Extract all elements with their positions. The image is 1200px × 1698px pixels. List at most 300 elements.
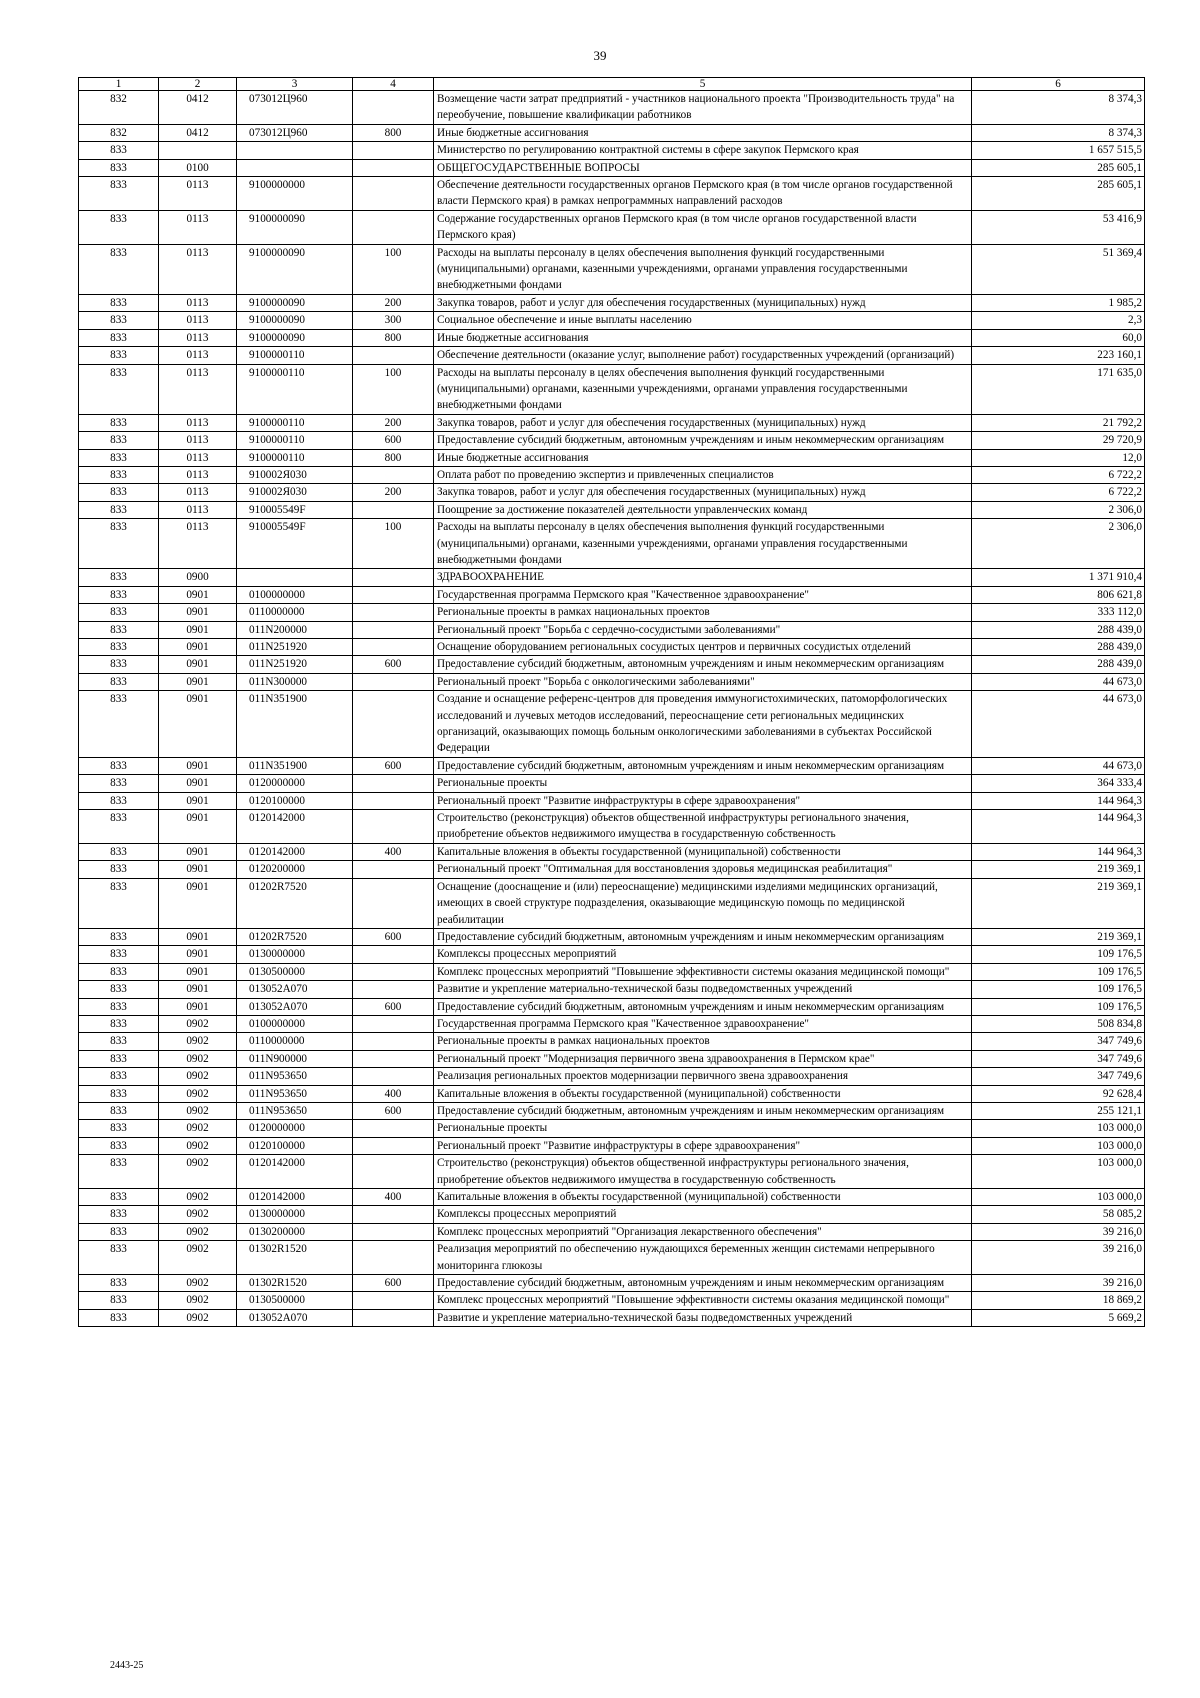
- section-code-cell: 0113: [159, 329, 237, 346]
- section-code-cell: 0901: [159, 878, 237, 928]
- ministry-code-cell: 833: [79, 639, 159, 656]
- target-article-cell: 011N251920: [237, 639, 353, 656]
- ministry-code-cell: 833: [79, 159, 159, 176]
- expense-type-cell: 100: [353, 244, 434, 294]
- target-article-cell: 0130000000: [237, 1206, 353, 1223]
- description-cell: Региональные проекты: [434, 775, 972, 792]
- description-cell: Обеспечение деятельности (оказание услуг, выполнение работ) государственных учреждений (организаций): [434, 347, 972, 364]
- amount-cell: 60,0: [972, 329, 1145, 346]
- table-row: [79, 1120, 1145, 1137]
- section-code-cell: 0901: [159, 946, 237, 963]
- target-article-cell: 01302R1520: [237, 1275, 353, 1292]
- description-cell: Предоставление субсидий бюджетным, автономным учреждениям и иным некоммерческим организациям: [434, 928, 972, 945]
- description-cell: Государственная программа Пермского края "Качественное здравоохранение": [434, 586, 972, 603]
- section-code-cell: 0902: [159, 1241, 237, 1275]
- amount-cell: 255 121,1: [972, 1102, 1145, 1119]
- target-article-cell: 9100000090: [237, 244, 353, 294]
- expense-type-cell: [353, 673, 434, 690]
- amount-cell: 39 216,0: [972, 1275, 1145, 1292]
- table-row: [79, 810, 1145, 844]
- table-row: [79, 501, 1145, 518]
- table-row: [79, 364, 1145, 414]
- table-row: [79, 432, 1145, 449]
- target-article-cell: 0120100000: [237, 792, 353, 809]
- expense-type-cell: 800: [353, 124, 434, 141]
- section-code-cell: 0113: [159, 312, 237, 329]
- amount-cell: 44 673,0: [972, 691, 1145, 758]
- expense-type-cell: [353, 792, 434, 809]
- expense-type-cell: 800: [353, 329, 434, 346]
- table-row: [79, 449, 1145, 466]
- target-article-cell: 011N251920: [237, 656, 353, 673]
- description-cell: Региональный проект "Развитие инфраструктуры в сфере здравоохранения": [434, 1137, 972, 1154]
- description-cell: Министерство по регулированию контрактной системы в сфере закупок Пермского края: [434, 142, 972, 159]
- target-article-cell: 9100000090: [237, 294, 353, 311]
- target-article-cell: 9100000090: [237, 329, 353, 346]
- table-body: [79, 91, 1145, 1327]
- table-row: [79, 963, 1145, 980]
- amount-cell: 2 306,0: [972, 501, 1145, 518]
- table-row: [79, 981, 1145, 998]
- ministry-code-cell: 833: [79, 466, 159, 483]
- expense-type-cell: [353, 142, 434, 159]
- amount-cell: 288 439,0: [972, 621, 1145, 638]
- section-code-cell: 0901: [159, 604, 237, 621]
- section-code-cell: 0902: [159, 1189, 237, 1206]
- header-col-3: 3: [237, 78, 353, 91]
- target-article-cell: 0120200000: [237, 861, 353, 878]
- expense-type-cell: [353, 177, 434, 211]
- ministry-code-cell: 833: [79, 484, 159, 501]
- expense-type-cell: [353, 604, 434, 621]
- description-cell: Строительство (реконструкция) объектов общественной инфраструктуры регионального значения, приобретение объектов недвижимого имущества в государственную собственность: [434, 1155, 972, 1189]
- section-code-cell: 0113: [159, 294, 237, 311]
- ministry-code-cell: 833: [79, 1015, 159, 1032]
- table-row: [79, 861, 1145, 878]
- section-code-cell: 0113: [159, 484, 237, 501]
- expense-type-cell: [353, 1137, 434, 1154]
- expense-type-cell: [353, 1241, 434, 1275]
- expense-type-cell: [353, 1292, 434, 1309]
- expense-type-cell: 100: [353, 364, 434, 414]
- section-code-cell: 0901: [159, 792, 237, 809]
- ministry-code-cell: 833: [79, 414, 159, 431]
- description-cell: Комплексы процессных мероприятий: [434, 1206, 972, 1223]
- description-cell: Региональные проекты в рамках национальных проектов: [434, 1033, 972, 1050]
- table-row: [79, 691, 1145, 758]
- ministry-code-cell: 833: [79, 1292, 159, 1309]
- target-article-cell: 073012Ц960: [237, 124, 353, 141]
- target-article-cell: 9100000110: [237, 432, 353, 449]
- expense-type-cell: 800: [353, 449, 434, 466]
- description-cell: Расходы на выплаты персоналу в целях обеспечения выполнения функций государственными (муниципальными) органами, казенными учреждениями, органами управления государственными внебюджетными фондами: [434, 364, 972, 414]
- section-code-cell: 0113: [159, 414, 237, 431]
- ministry-code-cell: 833: [79, 1241, 159, 1275]
- description-cell: Расходы на выплаты персоналу в целях обеспечения выполнения функций государственными (муниципальными) органами, казенными учреждениями, органами управления государственными внебюджетными фондами: [434, 244, 972, 294]
- section-code-cell: 0902: [159, 1206, 237, 1223]
- ministry-code-cell: 833: [79, 569, 159, 586]
- table-row: [79, 210, 1145, 244]
- ministry-code-cell: 832: [79, 91, 159, 125]
- table-row: [79, 1137, 1145, 1154]
- target-article-cell: 9100000110: [237, 414, 353, 431]
- ministry-code-cell: 833: [79, 586, 159, 603]
- table-row: [79, 142, 1145, 159]
- expense-type-cell: [353, 981, 434, 998]
- section-code-cell: 0901: [159, 673, 237, 690]
- description-cell: Комплекс процессных мероприятий "Организация лекарственного обеспечения": [434, 1223, 972, 1240]
- expense-type-cell: 600: [353, 1275, 434, 1292]
- section-code-cell: 0902: [159, 1120, 237, 1137]
- ministry-code-cell: 833: [79, 1309, 159, 1326]
- amount-cell: 1 985,2: [972, 294, 1145, 311]
- description-cell: Поощрение за достижение показателей деятельности управленческих команд: [434, 501, 972, 518]
- target-article-cell: 01302R1520: [237, 1241, 353, 1275]
- description-cell: Комплекс процессных мероприятий "Повышение эффективности системы оказания медицинской помощи": [434, 963, 972, 980]
- target-article-cell: 013052A070: [237, 1309, 353, 1326]
- ministry-code-cell: 833: [79, 1155, 159, 1189]
- description-cell: Создание и оснащение референс-центров для проведения иммуногистохимических, патоморфологических исследований и лучевых методов исследований, переоснащение сети региональных медицинских организаций, оказывающих помощь больным онкологическими заболеваниями в субъектах Российской Федерации: [434, 691, 972, 758]
- ministry-code-cell: 833: [79, 878, 159, 928]
- description-cell: Комплексы процессных мероприятий: [434, 946, 972, 963]
- table-row: [79, 1015, 1145, 1032]
- amount-cell: 6 722,2: [972, 484, 1145, 501]
- section-code-cell: 0901: [159, 656, 237, 673]
- description-cell: Предоставление субсидий бюджетным, автономным учреждениям и иным некоммерческим организациям: [434, 757, 972, 774]
- description-cell: ОБЩЕГОСУДАРСТВЕННЫЕ ВОПРОСЫ: [434, 159, 972, 176]
- section-code-cell: 0902: [159, 1155, 237, 1189]
- table-row: [79, 124, 1145, 141]
- section-code-cell: 0902: [159, 1137, 237, 1154]
- amount-cell: 288 439,0: [972, 639, 1145, 656]
- table-row: [79, 329, 1145, 346]
- document-code: 2443-25: [110, 1660, 144, 1671]
- target-article-cell: 011N953650: [237, 1085, 353, 1102]
- amount-cell: 508 834,8: [972, 1015, 1145, 1032]
- ministry-code-cell: 832: [79, 124, 159, 141]
- expense-type-cell: [353, 159, 434, 176]
- expense-type-cell: 200: [353, 414, 434, 431]
- header-col-2: 2: [159, 78, 237, 91]
- expense-type-cell: 600: [353, 757, 434, 774]
- ministry-code-cell: 833: [79, 1085, 159, 1102]
- section-code-cell: 0113: [159, 466, 237, 483]
- ministry-code-cell: 833: [79, 432, 159, 449]
- header-col-1: 1: [79, 78, 159, 91]
- description-cell: Закупка товаров, работ и услуг для обеспечения государственных (муниципальных) нужд: [434, 484, 972, 501]
- table-row: [79, 347, 1145, 364]
- description-cell: Обеспечение деятельности государственных органов Пермского края (в том числе органов государственной власти Пермского края) в рамках непрограммных направлений расходов: [434, 177, 972, 211]
- ministry-code-cell: 833: [79, 775, 159, 792]
- target-article-cell: 0120142000: [237, 843, 353, 860]
- amount-cell: 6 722,2: [972, 466, 1145, 483]
- table-row: [79, 1206, 1145, 1223]
- amount-cell: 39 216,0: [972, 1223, 1145, 1240]
- target-article-cell: 9100000110: [237, 364, 353, 414]
- table-row: [79, 946, 1145, 963]
- amount-cell: 44 673,0: [972, 673, 1145, 690]
- description-cell: Строительство (реконструкция) объектов общественной инфраструктуры регионального значения, приобретение объектов недвижимого имущества в государственную собственность: [434, 810, 972, 844]
- section-code-cell: 0902: [159, 1223, 237, 1240]
- ministry-code-cell: 833: [79, 843, 159, 860]
- section-code-cell: 0113: [159, 364, 237, 414]
- ministry-code-cell: 833: [79, 449, 159, 466]
- expense-type-cell: [353, 691, 434, 758]
- ministry-code-cell: 833: [79, 1102, 159, 1119]
- section-code-cell: 0901: [159, 639, 237, 656]
- description-cell: Капитальные вложения в объекты государственной (муниципальной) собственности: [434, 843, 972, 860]
- target-article-cell: 013052A070: [237, 981, 353, 998]
- ministry-code-cell: 833: [79, 210, 159, 244]
- description-cell: Предоставление субсидий бюджетным, автономным учреждениям и иным некоммерческим организациям: [434, 1102, 972, 1119]
- amount-cell: 103 000,0: [972, 1155, 1145, 1189]
- ministry-code-cell: 833: [79, 981, 159, 998]
- expense-type-cell: 100: [353, 519, 434, 569]
- target-article-cell: 0120100000: [237, 1137, 353, 1154]
- description-cell: Предоставление субсидий бюджетным, автономным учреждениям и иным некоммерческим организациям: [434, 1275, 972, 1292]
- expense-type-cell: [353, 861, 434, 878]
- description-cell: Расходы на выплаты персоналу в целях обеспечения выполнения функций государственными (муниципальными) органами, казенными учреждениями, органами управления государственными внебюджетными фондами: [434, 519, 972, 569]
- amount-cell: 109 176,5: [972, 981, 1145, 998]
- amount-cell: 1 657 515,5: [972, 142, 1145, 159]
- table-row: [79, 1223, 1145, 1240]
- target-article-cell: 910002Я030: [237, 484, 353, 501]
- section-code-cell: 0902: [159, 1050, 237, 1067]
- ministry-code-cell: 833: [79, 998, 159, 1015]
- section-code-cell: 0113: [159, 449, 237, 466]
- ministry-code-cell: 833: [79, 673, 159, 690]
- expense-type-cell: [353, 775, 434, 792]
- amount-cell: 103 000,0: [972, 1120, 1145, 1137]
- target-article-cell: [237, 569, 353, 586]
- target-article-cell: 9100000090: [237, 210, 353, 244]
- table-row: [79, 1241, 1145, 1275]
- expense-type-cell: 600: [353, 998, 434, 1015]
- expense-type-cell: 200: [353, 484, 434, 501]
- target-article-cell: 0120142000: [237, 1155, 353, 1189]
- table-row: [79, 177, 1145, 211]
- section-code-cell: 0901: [159, 981, 237, 998]
- expense-type-cell: [353, 91, 434, 125]
- ministry-code-cell: 833: [79, 244, 159, 294]
- expense-type-cell: 300: [353, 312, 434, 329]
- amount-cell: 8 374,3: [972, 91, 1145, 125]
- amount-cell: 21 792,2: [972, 414, 1145, 431]
- description-cell: Региональный проект "Развитие инфраструктуры в сфере здравоохранения": [434, 792, 972, 809]
- ministry-code-cell: 833: [79, 1120, 159, 1137]
- description-cell: Иные бюджетные ассигнования: [434, 449, 972, 466]
- ministry-code-cell: 833: [79, 312, 159, 329]
- amount-cell: 364 333,4: [972, 775, 1145, 792]
- expense-type-cell: [353, 639, 434, 656]
- amount-cell: 51 369,4: [972, 244, 1145, 294]
- amount-cell: 219 369,1: [972, 878, 1145, 928]
- table-row: [79, 519, 1145, 569]
- section-code-cell: 0901: [159, 621, 237, 638]
- header-row: [79, 78, 1145, 91]
- table-row: [79, 604, 1145, 621]
- section-code-cell: 0901: [159, 861, 237, 878]
- description-cell: Предоставление субсидий бюджетным, автономным учреждениям и иным некоммерческим организациям: [434, 656, 972, 673]
- section-code-cell: 0902: [159, 1102, 237, 1119]
- budget-table: [78, 77, 1145, 1327]
- target-article-cell: 013052A070: [237, 998, 353, 1015]
- table-row: [79, 1068, 1145, 1085]
- amount-cell: 223 160,1: [972, 347, 1145, 364]
- table-row: [79, 1189, 1145, 1206]
- description-cell: Региональный проект "Модернизация первичного звена здравоохранения в Пермском крае": [434, 1050, 972, 1067]
- target-article-cell: 9100000110: [237, 347, 353, 364]
- section-code-cell: 0900: [159, 569, 237, 586]
- target-article-cell: 0110000000: [237, 604, 353, 621]
- amount-cell: 347 749,6: [972, 1068, 1145, 1085]
- target-article-cell: 073012Ц960: [237, 91, 353, 125]
- amount-cell: 5 669,2: [972, 1309, 1145, 1326]
- table-row: [79, 244, 1145, 294]
- amount-cell: 12,0: [972, 449, 1145, 466]
- description-cell: Региональный проект "Борьба с онкологическими заболеваниями": [434, 673, 972, 690]
- description-cell: Возмещение части затрат предприятий - участников национального проекта "Производительность труда" на переобучение, повышение квалификации работников: [434, 91, 972, 125]
- target-article-cell: 011N200000: [237, 621, 353, 638]
- amount-cell: 29 720,9: [972, 432, 1145, 449]
- table-row: [79, 1155, 1145, 1189]
- section-code-cell: 0901: [159, 810, 237, 844]
- expense-type-cell: [353, 1120, 434, 1137]
- table-row: [79, 484, 1145, 501]
- amount-cell: 144 964,3: [972, 810, 1145, 844]
- amount-cell: 109 176,5: [972, 998, 1145, 1015]
- amount-cell: 109 176,5: [972, 963, 1145, 980]
- section-code-cell: 0901: [159, 586, 237, 603]
- table-row: [79, 294, 1145, 311]
- amount-cell: 285 605,1: [972, 177, 1145, 211]
- description-cell: Иные бюджетные ассигнования: [434, 329, 972, 346]
- target-article-cell: 011N351900: [237, 757, 353, 774]
- table-row: [79, 159, 1145, 176]
- table-row: [79, 639, 1145, 656]
- description-cell: Иные бюджетные ассигнования: [434, 124, 972, 141]
- expense-type-cell: [353, 1206, 434, 1223]
- target-article-cell: 0120000000: [237, 775, 353, 792]
- amount-cell: 219 369,1: [972, 928, 1145, 945]
- table-row: [79, 414, 1145, 431]
- section-code-cell: 0902: [159, 1292, 237, 1309]
- section-code-cell: 0901: [159, 757, 237, 774]
- amount-cell: 347 749,6: [972, 1050, 1145, 1067]
- expense-type-cell: [353, 569, 434, 586]
- target-article-cell: 0100000000: [237, 1015, 353, 1032]
- target-article-cell: 01202R7520: [237, 878, 353, 928]
- header-col-5: 5: [434, 78, 972, 91]
- header-col-4: 4: [353, 78, 434, 91]
- description-cell: Комплекс процессных мероприятий "Повышение эффективности системы оказания медицинской помощи": [434, 1292, 972, 1309]
- description-cell: Региональный проект "Борьба с сердечно-сосудистыми заболеваниями": [434, 621, 972, 638]
- section-code-cell: 0902: [159, 1085, 237, 1102]
- description-cell: Реализация мероприятий по обеспечению нуждающихся беременных женщин системами непрерывного мониторинга глюкозы: [434, 1241, 972, 1275]
- ministry-code-cell: 833: [79, 928, 159, 945]
- expense-type-cell: 600: [353, 432, 434, 449]
- expense-type-cell: 600: [353, 1102, 434, 1119]
- ministry-code-cell: 833: [79, 621, 159, 638]
- expense-type-cell: [353, 466, 434, 483]
- amount-cell: 171 635,0: [972, 364, 1145, 414]
- amount-cell: 144 964,3: [972, 843, 1145, 860]
- ministry-code-cell: 833: [79, 142, 159, 159]
- amount-cell: 18 869,2: [972, 1292, 1145, 1309]
- table-row: [79, 878, 1145, 928]
- amount-cell: 144 964,3: [972, 792, 1145, 809]
- description-cell: Закупка товаров, работ и услуг для обеспечения государственных (муниципальных) нужд: [434, 414, 972, 431]
- description-cell: Региональный проект "Оптимальная для восстановления здоровья медицинская реабилитация": [434, 861, 972, 878]
- amount-cell: 103 000,0: [972, 1137, 1145, 1154]
- ministry-code-cell: 833: [79, 946, 159, 963]
- table-row: [79, 466, 1145, 483]
- table-row: [79, 312, 1145, 329]
- description-cell: Развитие и укрепление материально-технической базы подведомственных учреждений: [434, 1309, 972, 1326]
- expense-type-cell: 400: [353, 1085, 434, 1102]
- ministry-code-cell: 833: [79, 294, 159, 311]
- section-code-cell: 0902: [159, 1275, 237, 1292]
- expense-type-cell: [353, 621, 434, 638]
- description-cell: Социальное обеспечение и иные выплаты населению: [434, 312, 972, 329]
- description-cell: Предоставление субсидий бюджетным, автономным учреждениям и иным некоммерческим организациям: [434, 432, 972, 449]
- amount-cell: 109 176,5: [972, 946, 1145, 963]
- table-row: [79, 792, 1145, 809]
- ministry-code-cell: 833: [79, 1223, 159, 1240]
- ministry-code-cell: 833: [79, 1068, 159, 1085]
- section-code-cell: [159, 142, 237, 159]
- target-article-cell: 011N900000: [237, 1050, 353, 1067]
- amount-cell: 44 673,0: [972, 757, 1145, 774]
- amount-cell: 288 439,0: [972, 656, 1145, 673]
- target-article-cell: 910005549F: [237, 519, 353, 569]
- budget-table-container: [78, 77, 1144, 1327]
- target-article-cell: 910005549F: [237, 501, 353, 518]
- amount-cell: 39 216,0: [972, 1241, 1145, 1275]
- table-row: [79, 621, 1145, 638]
- target-article-cell: 0120142000: [237, 1189, 353, 1206]
- table-row: [79, 843, 1145, 860]
- target-article-cell: 01202R7520: [237, 928, 353, 945]
- section-code-cell: 0113: [159, 347, 237, 364]
- description-cell: Реализация региональных проектов модернизации первичного звена здравоохранения: [434, 1068, 972, 1085]
- expense-type-cell: [353, 501, 434, 518]
- description-cell: Содержание государственных органов Пермского края (в том числе органов государственной власти Пермского края): [434, 210, 972, 244]
- section-code-cell: 0113: [159, 501, 237, 518]
- ministry-code-cell: 833: [79, 656, 159, 673]
- section-code-cell: 0902: [159, 1309, 237, 1326]
- amount-cell: 219 369,1: [972, 861, 1145, 878]
- ministry-code-cell: 833: [79, 963, 159, 980]
- expense-type-cell: [353, 1068, 434, 1085]
- target-article-cell: [237, 159, 353, 176]
- target-article-cell: 011N953650: [237, 1068, 353, 1085]
- expense-type-cell: 600: [353, 928, 434, 945]
- description-cell: Закупка товаров, работ и услуг для обеспечения государственных (муниципальных) нужд: [434, 294, 972, 311]
- section-code-cell: 0412: [159, 124, 237, 141]
- expense-type-cell: [353, 1033, 434, 1050]
- description-cell: ЗДРАВООХРАНЕНИЕ: [434, 569, 972, 586]
- table-row: [79, 656, 1145, 673]
- ministry-code-cell: 833: [79, 604, 159, 621]
- table-row: [79, 586, 1145, 603]
- ministry-code-cell: 833: [79, 1275, 159, 1292]
- table-row: [79, 569, 1145, 586]
- description-cell: Региональные проекты в рамках национальных проектов: [434, 604, 972, 621]
- ministry-code-cell: 833: [79, 861, 159, 878]
- section-code-cell: 0901: [159, 963, 237, 980]
- target-article-cell: 9100000000: [237, 177, 353, 211]
